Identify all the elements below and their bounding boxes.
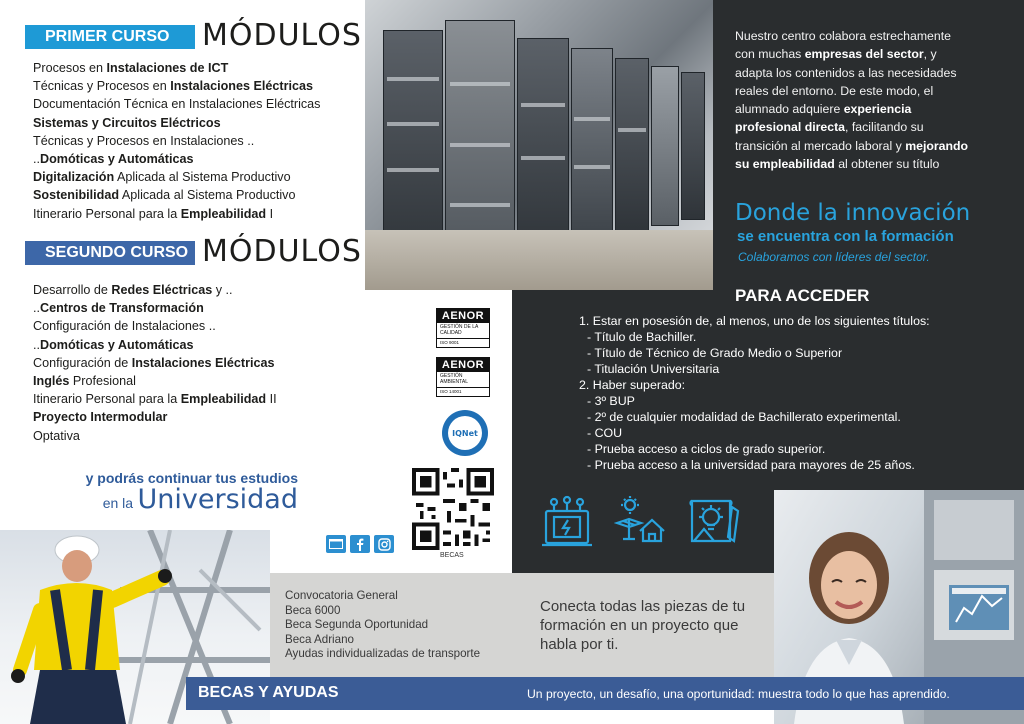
second-year-module-item <box>33 281 277 299</box>
first-year-module-item-segment: Empleabilidad <box>180 206 267 221</box>
intro-line <box>735 100 997 118</box>
first-year-module-item <box>33 205 320 223</box>
second-year-module-item-segment: y .. <box>212 283 233 297</box>
intro-line-segment: reales del entorno. De este modo, el <box>735 83 934 98</box>
grant-item: Beca 6000 <box>285 603 341 617</box>
second-year-module-item <box>33 408 277 426</box>
first-year-module-item-segment: .. <box>33 152 40 167</box>
second-year-tab <box>25 241 195 265</box>
second-year-module-item-segment: Profesional <box>69 374 136 389</box>
second-year-module-item-segment: .. <box>33 301 40 316</box>
second-year-module-item <box>33 336 277 354</box>
second-year-module-item-segment: Empleabilidad <box>180 392 267 407</box>
iqnet-label: IQNet <box>452 429 478 438</box>
first-year-module-item-segment: Instalaciones de ICT <box>106 61 229 75</box>
intro-line-segment: mejorando <box>905 138 969 153</box>
access-requirement-line: 1. Estar en posesión de, al menos, uno de los siguientes títulos: <box>579 314 930 328</box>
intro-line <box>735 118 997 136</box>
second-year-module-item-segment: Configuración de Instalaciones .. <box>33 319 216 334</box>
first-year-module-item-segment: I <box>266 206 274 221</box>
access-requirement-line: - COU <box>587 426 623 440</box>
second-year-module-list <box>33 281 277 445</box>
aenor-quality-brand: AENOR <box>437 309 489 323</box>
first-year-module-item-segment: Instalaciones Eléctricas <box>170 79 314 94</box>
first-year-module-item-segment: Aplicada al Sistema Productivo <box>114 170 291 185</box>
second-year-module-item-segment: Optativa <box>33 428 80 443</box>
access-requirement-line: 2. Haber superado: <box>579 378 686 392</box>
first-year-module-item <box>33 59 320 77</box>
intro-line-segment: empresas del sector <box>804 47 924 62</box>
aenor-environment-text: GESTIÓN AMBIENTAL <box>440 373 468 385</box>
web-icon[interactable] <box>326 535 346 553</box>
iqnet-seal-icon <box>440 408 490 458</box>
second-year-module-item <box>33 299 277 317</box>
electrical-panels-photo <box>365 0 713 290</box>
intro-line <box>735 27 997 45</box>
solar-home-icon <box>614 493 668 549</box>
first-year-module-item-segment: Sistemas y Circuitos Eléctricos <box>33 115 221 130</box>
aenor-environment-seal <box>436 357 490 397</box>
aenor-quality-iso: ISO 9001 <box>437 338 489 347</box>
first-year-module-item <box>33 168 320 186</box>
first-year-modules-title: MÓDULOS <box>202 18 362 53</box>
intro-line-segment: profesional directa <box>735 120 846 135</box>
intro-line-segment: su empleabilidad <box>735 157 835 172</box>
qr-caption: BECAS <box>440 552 464 559</box>
second-year-module-item-segment: Centros de Transformación <box>40 301 204 316</box>
intro-line-segment: , y <box>923 47 937 62</box>
second-year-module-item-segment: Proyecto Intermodular <box>33 410 168 425</box>
slogan-innovation: Donde la innovación <box>735 200 971 226</box>
second-year-module-item-segment: Redes Eléctricas <box>111 283 213 297</box>
university-line2-big: Universidad <box>137 484 298 515</box>
first-year-module-item <box>33 114 320 132</box>
intro-line-segment: alumnado adquiere <box>735 102 844 117</box>
second-year-modules-title: MÓDULOS <box>202 234 362 269</box>
grant-item: Ayudas individualizadas de transporte <box>285 647 481 661</box>
intro-line-segment: adapta los contenidos a las necesidades <box>735 65 957 80</box>
first-year-module-item <box>33 77 320 95</box>
first-year-module-item <box>33 95 320 113</box>
access-title: PARA ACCEDER <box>735 286 870 305</box>
second-year-module-item-segment: Domóticas y Automáticas <box>40 337 194 352</box>
access-requirement-line: - 3º BUP <box>587 394 635 408</box>
instagram-icon[interactable] <box>374 535 394 553</box>
second-year-module-item-segment: Desarrollo de <box>33 283 112 297</box>
second-year-module-item-segment: Configuración de <box>33 355 132 370</box>
blueprint-lightbulb-icon <box>688 493 742 549</box>
aenor-environment-brand: AENOR <box>437 358 489 372</box>
second-year-module-item <box>33 354 277 372</box>
first-year-module-item-segment: Técnicas y Procesos en <box>33 79 171 94</box>
first-year-module-list <box>33 59 320 223</box>
first-year-module-item-segment: Técnicas y Procesos en Instalaciones .. <box>33 133 255 148</box>
first-year-module-item-segment: Itinerario Personal para la <box>33 206 181 221</box>
university-line2 <box>40 484 298 515</box>
grants-title: BECAS Y AYUDAS <box>198 684 339 701</box>
slogan-leaders: Colaboramos con líderes del sector. <box>738 250 930 264</box>
first-year-module-item <box>33 132 320 150</box>
social-links <box>326 535 394 553</box>
access-requirement-line: - Prueba acceso a ciclos de grado superior. <box>587 442 826 456</box>
qr-code-icon[interactable] <box>411 468 495 550</box>
university-line2-small: en la <box>102 495 134 511</box>
access-requirement-line: - Título de Técnico de Grado Medio o Superior <box>587 346 843 360</box>
first-year-module-item-segment: Aplicada al Sistema Productivo <box>119 188 296 203</box>
first-year-module-item-segment: Digitalización <box>33 170 115 185</box>
intro-line-segment: , facilitando su <box>845 120 924 135</box>
transformer-icon <box>540 493 594 549</box>
second-year-module-item-segment: II <box>266 392 277 407</box>
second-year-module-item <box>33 372 277 390</box>
second-year-module-item <box>33 390 277 408</box>
access-requirement-line: - Título de Bachiller. <box>587 330 697 344</box>
second-year-module-item <box>33 427 277 445</box>
first-year-module-item-segment: Procesos en <box>33 61 107 75</box>
access-requirement-line: - Prueba acceso a la universidad para mayores de 25 años. <box>587 458 915 472</box>
intro-line-segment: transición al mercado laboral y <box>735 138 906 153</box>
first-year-module-item-segment: Documentación Técnica en Instalaciones Eléctricas <box>33 97 321 112</box>
access-requirement-line: - Titulación Universitaria <box>587 362 720 376</box>
second-year-module-item-segment: Inglés <box>33 374 70 389</box>
second-year-tab-label: SEGUNDO CURSO <box>45 244 189 261</box>
intro-line <box>735 64 997 82</box>
first-year-tab <box>25 25 195 49</box>
second-year-module-item-segment: .. <box>33 337 40 352</box>
aenor-quality-seal <box>436 308 490 348</box>
intro-line-segment: experiencia <box>843 102 912 117</box>
intro-line <box>735 82 997 100</box>
grant-item: Convocatoria General <box>285 589 398 602</box>
intro-line-segment: Nuestro centro colabora estrechamente <box>735 29 951 43</box>
university-line1: y podrás continuar tus estudios <box>85 470 298 486</box>
second-year-module-item-segment: Instalaciones Eléctricas <box>131 355 275 370</box>
first-year-module-item <box>33 150 320 168</box>
access-requirement-line: - 2º de cualquier modalidad de Bachillerato experimental. <box>587 410 901 424</box>
intro-line <box>735 137 997 155</box>
aenor-environment-iso: ISO 14001 <box>437 387 489 396</box>
intro-line <box>735 155 997 173</box>
intro-line-segment: con muchas <box>735 47 805 62</box>
intro-line-segment: al obtener su título <box>834 157 940 172</box>
access-requirements <box>563 313 930 473</box>
first-year-module-item-segment: Domóticas y Automáticas <box>40 152 194 167</box>
company-collaboration-text <box>735 27 997 173</box>
aenor-quality-text: GESTIÓN DE LA CALIDAD <box>440 324 479 336</box>
second-year-module-item <box>33 317 277 335</box>
grant-item: Beca Adriano <box>285 632 354 646</box>
intro-line <box>735 45 997 63</box>
grant-item: Beca Segunda Oportunidad <box>285 618 429 632</box>
first-year-module-item-segment: Sostenibilidad <box>33 188 120 203</box>
first-year-module-item <box>33 186 320 204</box>
facebook-icon[interactable] <box>350 535 370 553</box>
grants-list <box>285 589 480 662</box>
connect-text: Conecta todas las piezas de tu formación en un proyecto que habla por ti. <box>540 598 746 653</box>
slogan-training: se encuentra con la formación <box>737 228 954 245</box>
grants-slogan: Un proyecto, un desafío, una oportunidad: muestra todo lo que has aprendido. <box>527 687 950 701</box>
skills-icons <box>540 493 742 549</box>
second-year-module-item-segment: Itinerario Personal para la <box>33 392 181 407</box>
first-year-tab-label: PRIMER CURSO <box>45 28 170 45</box>
